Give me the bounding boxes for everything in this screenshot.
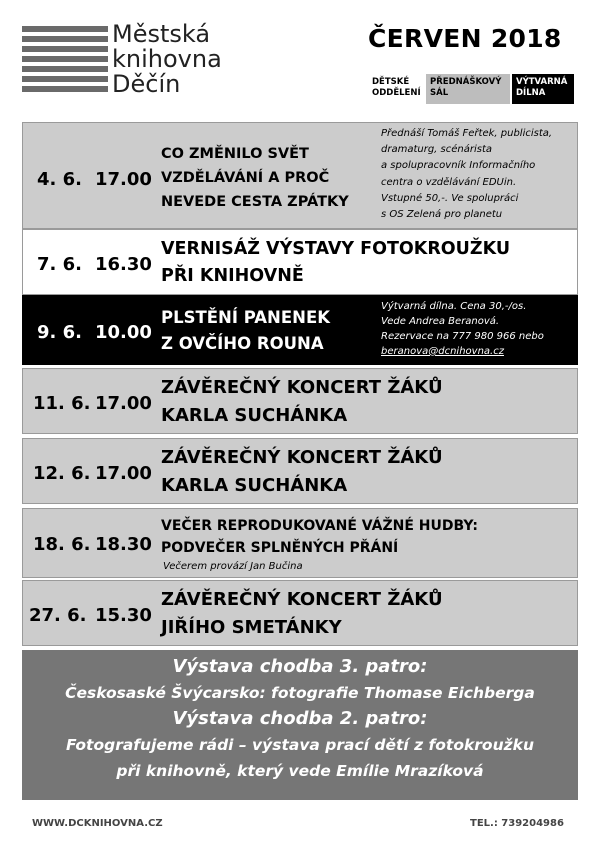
- event-title-line: ZÁVĚREČNÝ KONCERT ŽÁKŮ: [161, 589, 443, 610]
- event-row: [22, 122, 578, 229]
- event-note: [381, 299, 544, 359]
- event-title-line: JIŘÍHO SMETÁNKY: [161, 617, 342, 638]
- event-title: [161, 305, 330, 357]
- legend-lecture-hall: PŘEDNÁŠKOVÝ SÁL: [426, 74, 510, 104]
- event-title-line: PODVEČER SPLNĚNÝCH PŘÁNÍ: [161, 540, 399, 556]
- event-title-line: VERNISÁŽ VÝSTAVY FOTOKROUŽKU: [161, 239, 511, 259]
- exhibition-text-2nd-floor-line1: Fotografujeme rádi – výstava prací dětí z fotokroužku: [66, 736, 534, 754]
- event-note-line: Rezervace na 777 980 966 nebo: [381, 331, 544, 342]
- event-note-line: Přednáší Tomáš Feřtek, publicista,: [381, 128, 553, 139]
- event-title-line: VZDĚLÁVÁNÍ A PROČ: [161, 170, 330, 186]
- event-note-line: beranova@dcnihovna.cz: [381, 346, 504, 357]
- event-note-line: a spolupracovník Informačního: [381, 160, 536, 172]
- logo-line-3: Děčín: [112, 70, 181, 98]
- exhibition-heading-3rd-floor: Výstava chodba 3. patro:: [172, 656, 428, 677]
- event-title-line: Z OVČÍHO ROUNA: [161, 334, 324, 353]
- event-time: 18.30: [95, 534, 152, 555]
- exhibition-text-2nd-floor-line2: při knihovně, který vede Emílie Mrazíková: [116, 762, 484, 780]
- event-time: 10.00: [95, 322, 152, 343]
- event-title-line: ZÁVĚREČNÝ KONCERT ŽÁKŮ: [161, 447, 443, 468]
- event-title-line: KARLA SUCHÁNKA: [161, 405, 348, 426]
- event-title-line: PŘI KNIHOVNĚ: [161, 266, 304, 286]
- event-title-line: PLSTĚNÍ PANENEK: [161, 308, 331, 327]
- event-title: [161, 586, 443, 642]
- event-title: [161, 374, 443, 430]
- logo-line-2: knihovna: [112, 45, 222, 73]
- event-title: [161, 515, 478, 559]
- event-note-line: centra o vzdělávání EDUin.: [381, 176, 517, 188]
- event-row: [22, 508, 578, 578]
- event-date: 7. 6.: [37, 254, 82, 275]
- event-date: 12. 6.: [33, 463, 91, 484]
- event-time: 17.00: [95, 169, 152, 190]
- event-title-line: VEČER REPRODUKOVANÉ VÁŽNÉ HUDBY:: [161, 518, 478, 534]
- event-title-line: CO ZMĚNILO SVĚT: [161, 146, 309, 162]
- event-date: 9. 6.: [37, 322, 82, 343]
- month-title: ČERVEN 2018: [368, 24, 562, 53]
- event-date: 4. 6.: [37, 169, 82, 190]
- event-note: Večerem provází Jan Bučina: [163, 561, 303, 572]
- exhibition-heading-2nd-floor: Výstava chodba 2. patro:: [172, 708, 428, 729]
- event-row: [22, 580, 578, 646]
- footer-phone: TEL.: 739204986: [470, 818, 564, 829]
- footer-website[interactable]: WWW.DCKNIHOVNA.CZ: [32, 818, 163, 829]
- logo-line-1: Městská: [112, 20, 211, 48]
- event-note-line: dramaturg, scénárista: [381, 144, 493, 156]
- event-date: 27. 6.: [29, 605, 87, 626]
- event-title: [161, 142, 349, 214]
- event-date: 18. 6.: [33, 534, 91, 555]
- event-note-line: s OS Zelená pro planetu: [381, 209, 503, 221]
- event-title: [161, 236, 510, 290]
- event-time: 15.30: [95, 605, 152, 626]
- event-time: 17.00: [95, 393, 152, 414]
- exhibitions-block: [22, 650, 578, 800]
- event-note-line: Výtvarná dílna. Cena 30,-/os.: [381, 301, 527, 312]
- event-note-line: Vstupné 50,-. Ve spolupráci: [381, 192, 519, 204]
- exhibition-text-3rd-floor: Českosaské Švýcarsko: fotografie Thomase Eichberga: [65, 684, 535, 702]
- event-time: 16.30: [95, 254, 152, 275]
- event-row: [22, 295, 578, 365]
- event-note: [381, 126, 552, 223]
- legend-childrens-department: DĚTSKÉ ODDĚLENÍ: [368, 74, 426, 104]
- event-row: [22, 229, 578, 295]
- event-title-line: ZÁVĚREČNÝ KONCERT ŽÁKŮ: [161, 377, 443, 398]
- event-title-line: KARLA SUCHÁNKA: [161, 475, 348, 496]
- event-row: [22, 368, 578, 434]
- event-time: 17.00: [95, 463, 152, 484]
- library-logo-bars-icon: [22, 26, 108, 94]
- library-logo-text: [112, 22, 222, 97]
- event-row: [22, 438, 578, 504]
- event-date: 11. 6.: [33, 393, 91, 414]
- event-title-line: NEVEDE CESTA ZPÁTKY: [161, 194, 349, 210]
- event-title: [161, 444, 443, 500]
- legend-art-studio: VÝTVARNÁ DÍLNA: [512, 74, 574, 104]
- event-note-line: Vede Andrea Beranová.: [381, 316, 500, 327]
